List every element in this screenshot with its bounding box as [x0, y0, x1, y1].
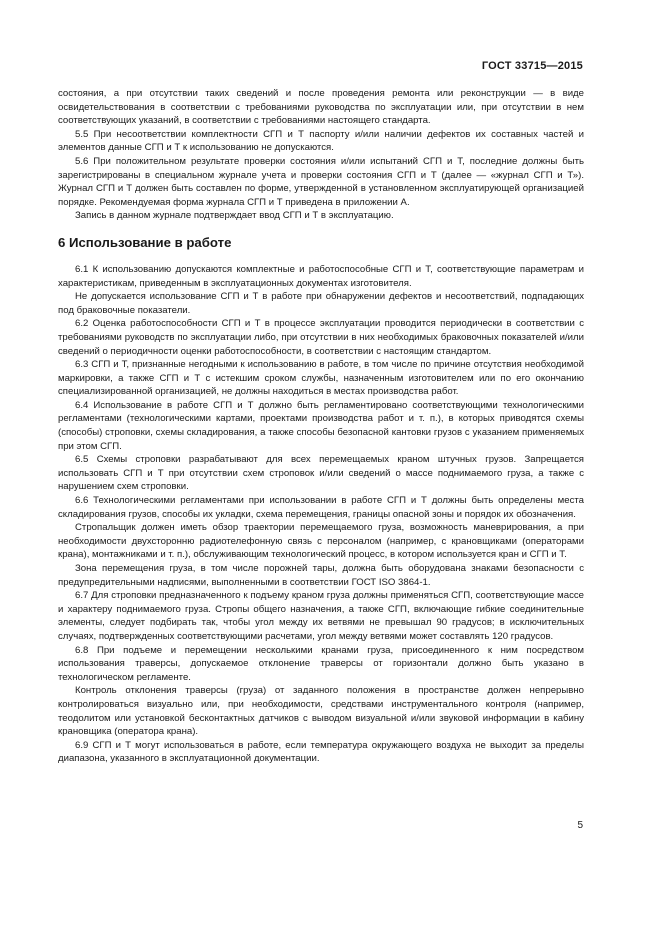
paragraph-continuation: состояния, а при отсутствии таких сведений и после проведения ремонта или реконструкции — в виде освидетельствования в соответствии с требованиями руководства по эксплуатации или, при отсутствии в нем соответствующих указаний, в соответствии с требованиями настоящего стандарта.	[58, 88, 584, 127]
paragraph-6-8: 6.8 При подъеме и перемещении несколькими кранами груза, присоединенного к ним посредством использования траверсы, допускаемое отклонение траверсы от горизонтали должно быть указано в технологическом регламенте.	[58, 644, 584, 683]
paragraph-6-6-zone: Зона перемещения груза, в том числе порожней тары, должна быть оборудована знаками безопасности с предупредительными надписями, выполненными в соответствии ГОСТ ISO 3864-1.	[58, 563, 584, 588]
paragraph-6-5: 6.5 Схемы строповки разрабатывают для всех перемещаемых краном штучных грузов. Запрещается использовать СГП и Т при отсутствии схем строповок и/или сведений о массе поднимаемого груза, а также с нарушением схем строповки.	[58, 454, 584, 493]
paragraph-6-3: 6.3 СГП и Т, признанные негодными к использованию в работе, в том числе по причине отсутствия необходимой маркировки, а также СГП и Т с истекшим сроком службы, назначенным изготовителем или по его окончанию специализированной организацией, не должны находиться в местах производства работ.	[58, 359, 584, 398]
page-number: 5	[577, 820, 583, 831]
paragraph-6-6-slinger: Стропальщик должен иметь обзор траектории перемещаемого груза, возможность маневрирования, а при необходимости двухсторонню радиотелефонную связь с персоналом (например, с крановщиками (операторами крана), монтажниками и т. п.), обслуживающим технологический процесс, в котором используется кран и СГП и Т.	[58, 522, 584, 561]
paragraph-6-1: 6.1 К использованию допускаются комплектные и работоспособные СГП и Т, соответствующие параметрам и характеристикам, приведенным в эксплуатационных документах изготовителя.	[58, 263, 584, 289]
paragraph-5-5: 5.5 При несоответствии комплектности СГП и Т паспорту и/или наличии дефектов их составных частей и элементов данные СГП и Т к использованию не допускаются.	[58, 128, 584, 154]
paragraph-5-6: 5.6 При положительном результате проверки состояния и/или испытаний СГП и Т, последние должны быть зарегистрированы в специальном журнале учета и проверки состояния СГП и Т (далее — «журнал СГП и Т»). Журнал СГП и Т должен быть составлен по форме, утвержденной в установленном эксплуатирующей организацией порядке. Рекомендуемая форма журнала СГП и Т приведена в приложении А.	[58, 155, 584, 208]
paragraph-6-2: 6.2 Оценка работоспособности СГП и Т в процессе эксплуатации проводится периодически в соответствии с требованиями руководств по эксплуатации либо, при отсутствии в них необходимых браковочных показателей и/или сведений о периодичности оценки работоспособности, в соответствии с настоящим стандартом.	[58, 318, 584, 357]
document-header-standard: ГОСТ 33715—2015	[481, 60, 583, 72]
paragraph-6-9: 6.9 СГП и Т могут использоваться в работе, если температура окружающего воздуха не выходит за пределы диапазона, указанного в эксплуатационной документации.	[58, 739, 584, 765]
section-heading: 6 Использование в работе	[58, 234, 232, 250]
document-body	[58, 87, 584, 766]
paragraph-6-4: 6.4 Использование в работе СГП и Т должно быть регламентировано соответствующими технологическими регламентами (технологическими картами, проектами производства работ и т. п.), в которых приводятся схемы (способы) строповки, схемы складирования, а также способы безопасной кантовки грузов с указанием применяемых при этом СГП.	[58, 399, 584, 452]
paragraph-6-1-defects: Не допускается использование СГП и Т в работе при обнаружении дефектов и несоответствий, подпадающих под браковочные показатели.	[58, 291, 584, 316]
paragraph-6-8-control: Контроль отклонения траверсы (груза) от заданного положения в пространстве должен непрерывно контролироваться визуально или, при необходимости, средствами инструментального контроля (например, теодолитом или установкой бесконтактных датчиков с выводом визуальной и/или звуковой информации в кабину крановщика (оператора крана).	[58, 685, 584, 738]
paragraph-journal-entry: Запись в данном журнале подтверждает ввод СГП и Т в эксплуатацию.	[75, 210, 394, 222]
paragraph-6-7: 6.7 Для строповки предназначенного к подъему краном груза должны применяться СГП, соответствующие массе и характеру поднимаемого груза. Стропы общего назначения, а также СГП, включающие гибкие соединительные элементы, следует подбирать так, чтобы угол между их ветвями не превышал 90 градусов; в исключительных случаях, подтвержденных соответствующими расчетами, угол между ветвями может составлять 120 градусов.	[58, 590, 584, 642]
paragraph-6-6: 6.6 Технологическими регламентами при использовании в работе СГП и Т должны быть определены места складирования грузов, способы их укладки, схема перемещения, границы опасной зоны и порядок их обозначения.	[58, 495, 584, 520]
